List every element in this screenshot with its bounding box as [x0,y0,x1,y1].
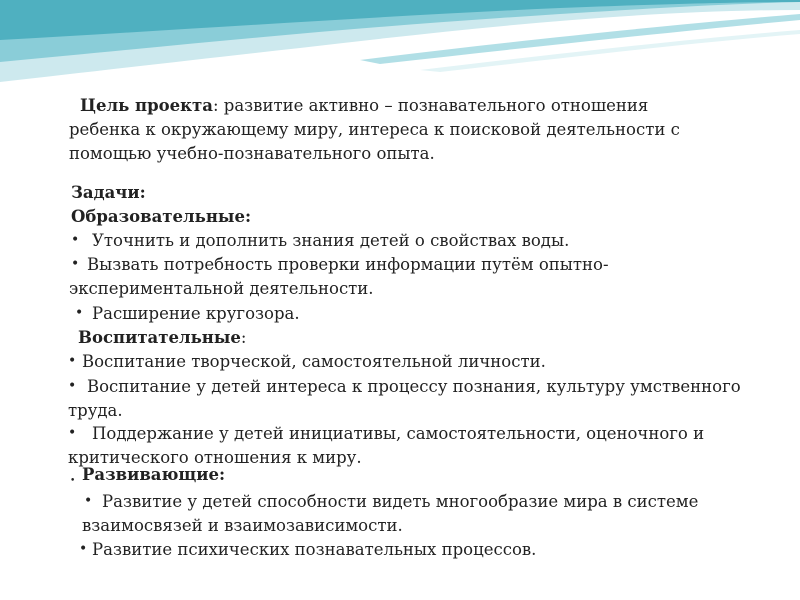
goal-line-2: ребенка к окружающему миру, интереса к поисковой деятельности с [69,120,680,139]
educational-item-1: Уточнить и дополнить знания детей о свойствах воды. [92,231,570,250]
bullet-icon: • [68,378,77,394]
goal-label: Цель проекта [80,96,213,115]
upbringing-item-1: Воспитание творческой, самостоятельной личности. [82,352,546,371]
developing-item-1-line-1: Развитие у детей способности видеть многообразие мира в системе [102,492,699,511]
bullet-icon: • [84,493,93,509]
upbringing-item-3-line-2: критического отношения к миру. [68,448,362,467]
upbringing-heading-line [78,326,246,349]
developing-item-2: Развитие психических познавательных процессов. [92,540,537,559]
upbringing-item-2-line-2: труда. [68,401,123,420]
decorative-wave-header [0,0,800,95]
educational-item-3: Расширение кругозора. [92,304,300,323]
educational-heading: Образовательные: [71,207,252,226]
upbringing-colon: : [240,328,247,347]
bullet-icon: • [68,425,77,441]
bullet-icon: • [75,305,84,321]
educational-item-2-line-2: экспериментальной деятельности. [69,279,374,298]
upbringing-item-3-line-1: Поддержание у детей инициативы, самостоятельности, оценочного и [92,424,705,443]
bullet-icon: • [79,541,88,557]
upbringing-item-2-line-1: Воспитание у детей интереса к процессу познания, культуру умственного [87,377,741,396]
goal-line-3: помощью учебно-познавательного опыта. [69,144,435,163]
developing-item-1-line-2: взаимосвязей и взаимозависимости. [82,516,403,535]
tasks-heading: Задачи: [71,183,146,202]
goal-line-1 [80,94,648,117]
goal-text-1: : развитие активно – познавательного отношения [212,96,649,115]
educational-item-2-line-1: Вызвать потребность проверки информации путём опытно- [87,255,609,274]
developing-heading: Развивающие: [82,465,226,484]
bullet-icon: • [71,232,80,248]
upbringing-heading: Воспитательные [78,328,241,347]
bullet-icon: • [71,256,80,272]
bullet-icon: • [70,476,76,486]
bullet-icon: • [68,353,77,369]
